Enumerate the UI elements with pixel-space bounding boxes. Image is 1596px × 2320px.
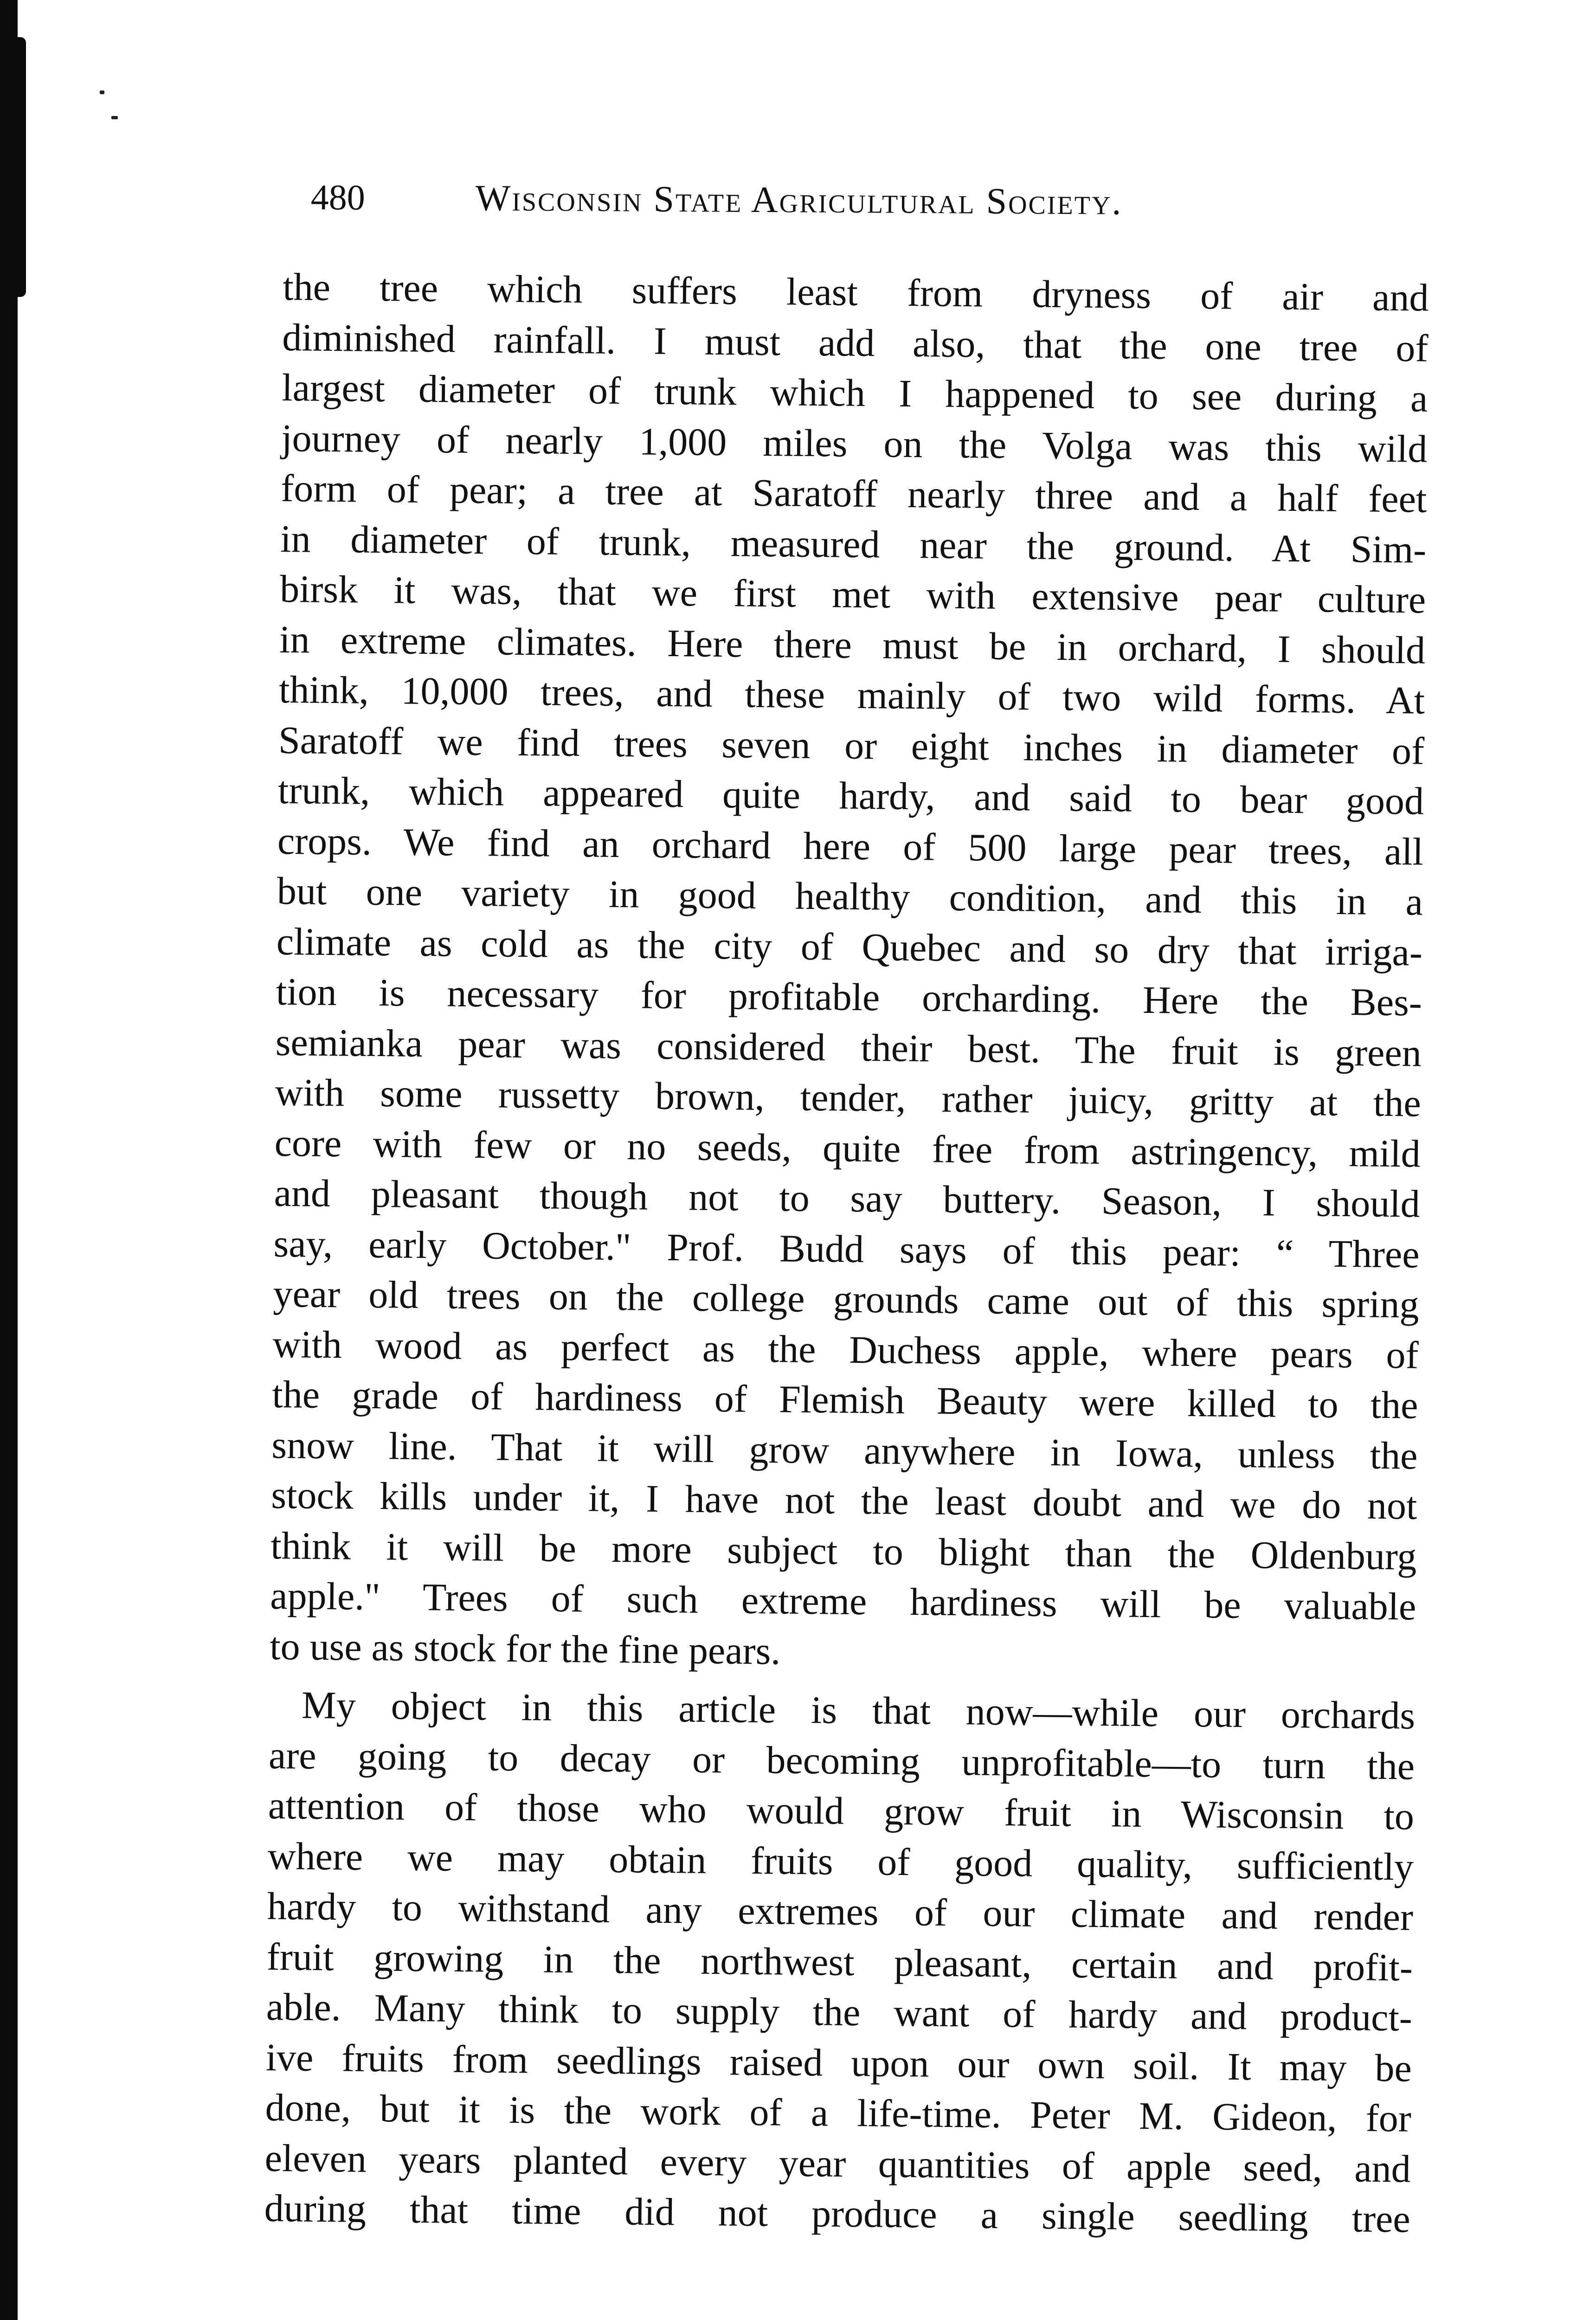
text-line: fruit growing in the northwest pleasant, certain and profit- — [266, 1935, 1413, 1990]
text-line: largest diameter of trunk which I happened to see during a — [281, 366, 1428, 420]
running-title: Wisconsin State Agricultural Society. — [475, 178, 1123, 223]
paragraph — [270, 262, 1429, 1683]
text-line: Saratoff we find trees seven or eight inches in diameter of — [278, 718, 1425, 773]
text-line: year old trees on the college grounds came out of this spring — [273, 1272, 1419, 1327]
text-line: journey of nearly 1,000 miles on the Volga was this wild — [281, 416, 1428, 471]
text-line: during that time did not produce a single seedling tree — [264, 2186, 1411, 2241]
page-number: 480 — [310, 176, 365, 218]
text-line: form of pear; a tree at Saratoff nearly three and a half feet — [280, 466, 1427, 521]
text-line: stock kills under it, I have not the least doubt and we do not — [271, 1473, 1417, 1528]
text-line: say, early October." Prof. Budd says of this pear: “ Three — [273, 1222, 1420, 1276]
text-line: to use as stock for the fine pears. — [269, 1624, 781, 1673]
text-line: attention of those who would grow fruit in Wisconsin to — [268, 1784, 1415, 1838]
scan-speck — [100, 90, 104, 94]
text-line: with some russetty brown, tender, rather juicy, gritty at the — [275, 1070, 1422, 1125]
body-text — [264, 262, 1429, 2245]
text-line: trunk, which appeared quite hardy, and said to bear good — [277, 768, 1424, 823]
text-line: and pleasant though not to say buttery. Season, I should — [274, 1171, 1421, 1226]
text-line: diminished rainfall. I must add also, that the one tree of — [282, 316, 1429, 370]
scan-binding-edge — [0, 0, 18, 2320]
text-line: tion is necessary for profitable orcharding. Here the Bes- — [276, 970, 1422, 1025]
text-line: the grade of hardiness of Flemish Beauty were killed to the — [272, 1373, 1418, 1427]
text-line: where we may obtain fruits of good quality, sufficiently — [267, 1834, 1414, 1889]
text-line: apple." Trees of such extreme hardiness will be valuable — [270, 1574, 1416, 1629]
text-line: crops. We find an orchard here of 500 large pear trees, all — [277, 819, 1424, 874]
text-line: climate as cold as the city of Quebec and so dry that irriga- — [276, 920, 1423, 974]
text-line: in diameter of trunk, measured near the ground. At Sim- — [280, 517, 1427, 572]
scan-speck — [111, 116, 118, 119]
text-line: semianka pear was considered their best. The fruit is green — [275, 1020, 1422, 1075]
text-line: snow line. That it will grow anywhere in Iowa, unless the — [271, 1423, 1418, 1478]
text-line: with wood as perfect as the Duchess apple, where pears of — [272, 1322, 1419, 1377]
text-line: able. Many think to supply the want of hardy and product- — [266, 1985, 1413, 2040]
running-header — [310, 176, 1322, 252]
text-line: birsk it was, that we first met with extensive pear culture — [279, 567, 1426, 622]
text-line: in extreme climates. Here there must be in orchard, I should — [279, 618, 1426, 672]
paragraph — [264, 1680, 1415, 2245]
text-line: but one variety in good healthy condition, and this in a — [277, 869, 1423, 924]
text-line: think, 10,000 trees, and these mainly of two wild forms. At — [278, 668, 1425, 722]
text-line: think it will be more subject to blight than the Oldenburg — [270, 1524, 1417, 1579]
text-line: eleven years planted every year quantities of apple seed, and — [264, 2136, 1411, 2191]
text-line: hardy to withstand any extremes of our climate and render — [267, 1884, 1414, 1939]
text-line: the tree which suffers least from dryness of air and — [283, 265, 1429, 320]
scan-binding-shadow — [18, 37, 26, 297]
text-line: done, but it is the work of a life-time. Peter M. Gideon, for — [265, 2086, 1412, 2140]
text-line: are going to decay or becoming unprofitable—to turn the — [268, 1734, 1415, 1788]
text-line: My object in this article is that now—while our orchards — [301, 1683, 1416, 1738]
text-line: core with few or no seeds, quite free from astringency, mild — [274, 1121, 1421, 1176]
text-line: ive fruits from seedlings raised upon our own soil. It may be — [265, 2036, 1412, 2090]
